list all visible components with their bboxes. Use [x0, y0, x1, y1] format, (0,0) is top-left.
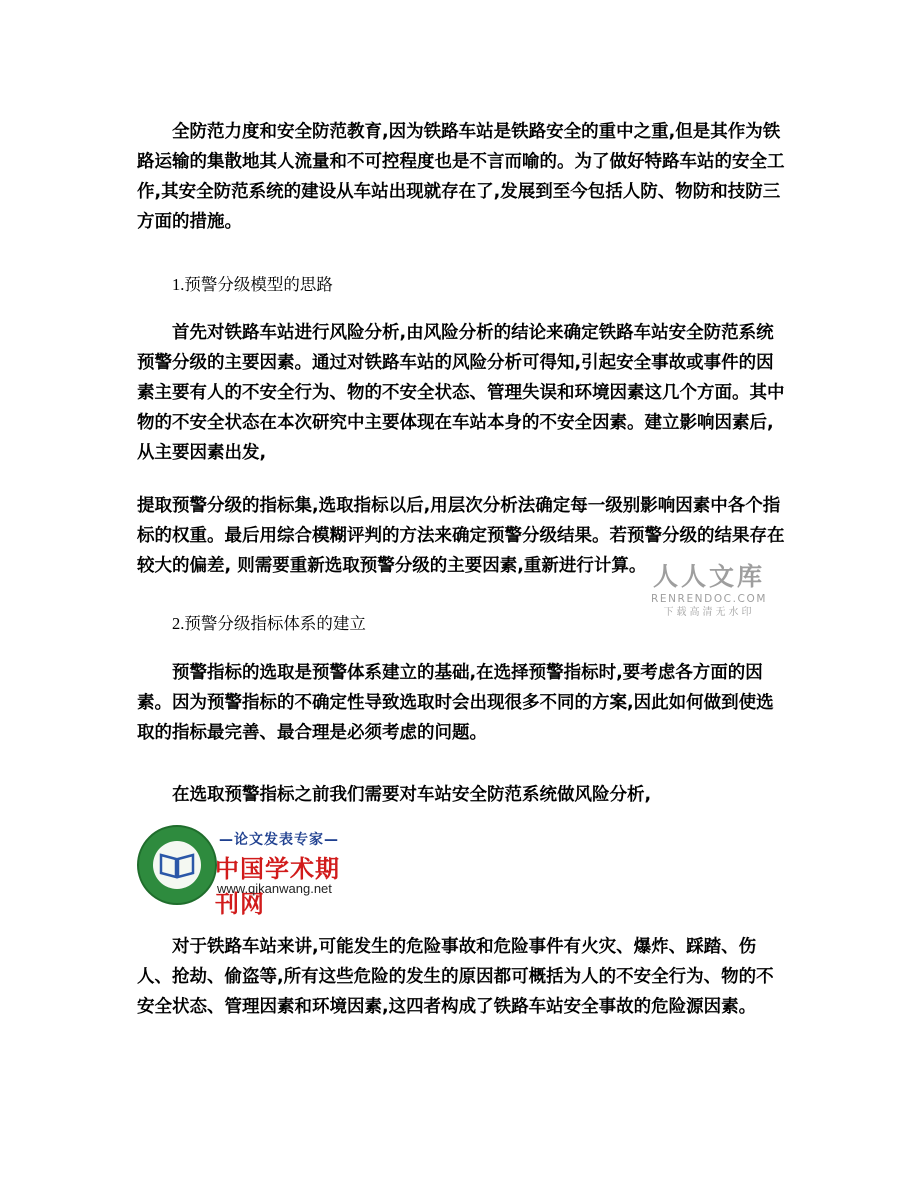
logo-url: www.qikanwang.net: [217, 881, 332, 896]
section-heading-2: 2.预警分级指标体系的建立: [172, 614, 366, 633]
logo-tagline: —论文发表专家—: [219, 832, 339, 848]
paragraph-indicator-extraction: 提取预警分级的指标集,选取指标以后,用层次分析法确定每一级别影响因素中各个指标的权重。最后用综合模糊评判的方法来确定预警分级结果。若预警分级的结果存在较大的偏差, 则需要重新选取预警分级的主要因素,重新进行计算。: [137, 496, 785, 576]
logo-emblem: [137, 825, 217, 905]
logo-name: 中国学术期刊网: [215, 855, 340, 918]
paragraph-risk-analysis: 首先对铁路车站进行风险分析,由风险分析的结论来确定铁路车站安全防范系统预警分级的主要因素。通过对铁路车站的风险分析可得知,引起安全事故或事件的因素主要有人的不安全行为、物的不安全状态、管理失误和环境因素这几个方面。其中物的不安全状态在本次研究中主要体现在车站本身的不安全因素。建立影响因素后,从主要因素出发,: [137, 323, 785, 463]
journal-logo: [137, 823, 362, 918]
watermark-title: 人人文库: [652, 562, 765, 591]
book-icon: [153, 841, 201, 889]
watermark-note: 下载高清无水印: [663, 607, 755, 618]
watermark-site: RENRENDOC.COM: [650, 593, 768, 605]
paragraph-hazard-sources: 对于铁路车站来讲,可能发生的危险事故和危险事件有火灾、爆炸、踩踏、伤人、抢劫、偷盗等,所有这些危险的发生的原因都可概括为人的不安全行为、物的不安全状态、管理因素和环境因素,这四者构成了铁路车站安全事故的危险源因素。: [137, 937, 774, 1017]
paragraph-before-selection: 在选取预警指标之前我们需要对车站安全防范系统做风险分析,: [172, 785, 652, 805]
watermark: [645, 562, 773, 620]
section-heading-1: 1.预警分级模型的思路: [172, 275, 333, 294]
paragraph-indicator-selection: 预警指标的选取是预警体系建立的基础,在选择预警指标时,要考虑各方面的因素。因为预警指标的不确定性导致选取时会出现很多不同的方案,因此如何做到使选取的指标最完善、最合理是必须考虑的问题。: [137, 663, 774, 743]
paragraph-intro: 全防范力度和安全防范教育,因为铁路车站是铁路安全的重中之重,但是其作为铁路运输的集散地其人流量和不可控程度也是不言而喻的。为了做好特路车站的安全工作,其安全防范系统的建设从车站出现就存在了,发展到至今包括人防、物防和技防三方面的措施。: [137, 122, 785, 232]
